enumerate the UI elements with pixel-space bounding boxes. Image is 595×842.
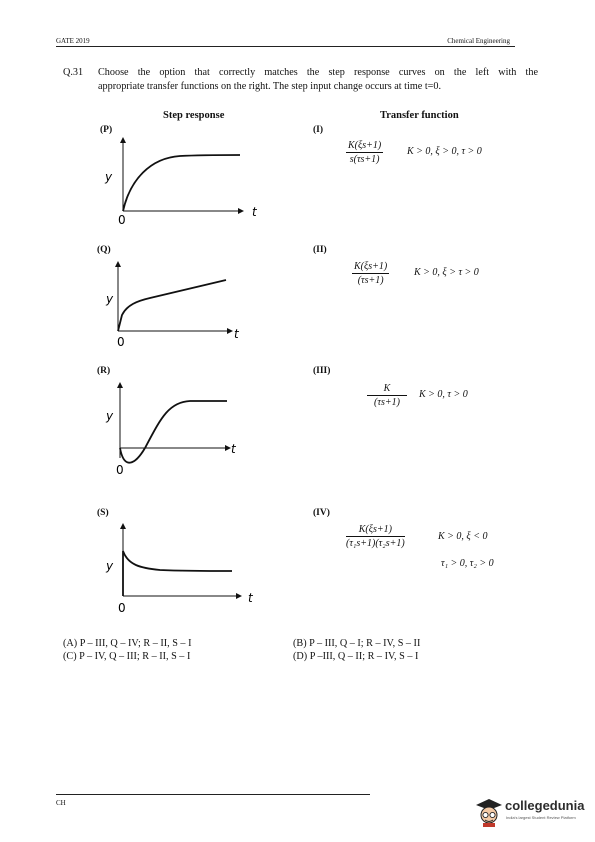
- tf-i-condition: K > 0, ξ > 0, τ > 0: [407, 146, 482, 157]
- question-text-line1: Choose the option that correctly matches the step response curves on the left with the: [98, 67, 538, 78]
- q-x-label: t: [234, 327, 239, 341]
- p-origin: 0: [118, 213, 126, 227]
- tf-ii-condition: K > 0, ξ > τ > 0: [414, 267, 479, 278]
- header-right: Chemical Engineering: [447, 37, 510, 45]
- r-y-label: y: [106, 409, 114, 423]
- question-text-line2: appropriate transfer functions on the right. The step input change occurs at time t=0.: [98, 81, 442, 92]
- s-origin: 0: [118, 601, 126, 615]
- step-response-heading: Step response: [163, 110, 225, 121]
- tf-iv-denominator: (τ₁s+1)(τ₂s+1): [346, 538, 405, 549]
- tf-iv-numerator: K(ξs+1): [346, 524, 405, 537]
- tf-label-iii: (III): [313, 366, 331, 376]
- option-b[interactable]: (B) P – III, Q – I; R – IV, S – II: [293, 638, 421, 649]
- plot-label-s: (S): [97, 508, 109, 518]
- transfer-function-heading: Transfer function: [380, 110, 459, 121]
- plot-label-q: (Q): [97, 245, 111, 255]
- s-curve: [123, 551, 232, 596]
- tf-i-denominator: s(τs+1): [349, 154, 380, 165]
- tf-iii-condition: K > 0, τ > 0: [419, 389, 468, 400]
- tf-i-fraction: [346, 140, 383, 165]
- tf-label-iv: (IV): [313, 508, 330, 518]
- option-c[interactable]: (C) P – IV, Q – III; R – II, S – I: [63, 651, 191, 662]
- tf-iv-condition-2: τ₁ > 0, τ₂ > 0: [441, 558, 494, 569]
- tf-label-ii: (II): [313, 245, 327, 255]
- q-y-label: y: [106, 292, 114, 306]
- brand-tagline: India's largest Student Review Platform: [506, 815, 576, 820]
- tf-iv-condition: K > 0, ξ < 0: [438, 531, 488, 542]
- plot-label-p: (P): [100, 125, 113, 135]
- option-d[interactable]: (D) P –III, Q – II; R – IV, S – I: [293, 651, 419, 662]
- s-y-label: y: [106, 559, 114, 573]
- tf-ii-fraction: [352, 261, 389, 286]
- p-y-label: y: [105, 170, 113, 184]
- tf-ii-numerator: K(ξs+1): [354, 261, 388, 272]
- r-x-label: t: [231, 442, 236, 456]
- tf-ii-denominator: (τs+1): [357, 275, 384, 286]
- s-x-label: t: [248, 591, 253, 605]
- tf-iii-fraction: [367, 383, 407, 408]
- tf-iii-numerator: K: [367, 383, 407, 396]
- tf-i-numerator: K(ξs+1): [348, 140, 382, 151]
- brand-logo-text: collegedunia: [505, 798, 585, 813]
- p-x-label: t: [252, 205, 257, 219]
- collegedunia-mascot-icon: [474, 796, 504, 828]
- plot-label-r: (R): [97, 366, 111, 376]
- header-left: GATE 2019: [56, 37, 90, 45]
- tf-label-i: (I): [313, 125, 324, 135]
- tf-iv-fraction: [346, 524, 405, 549]
- question-number: Q.31: [63, 67, 84, 78]
- q-origin: 0: [117, 335, 125, 349]
- footer-left: CH: [56, 799, 66, 807]
- r-origin: 0: [116, 463, 124, 477]
- tf-iii-denominator: (τs+1): [374, 397, 400, 408]
- option-a[interactable]: (A) P – III, Q – IV; R – II, S – I: [63, 638, 192, 649]
- footer-rule: [56, 794, 370, 795]
